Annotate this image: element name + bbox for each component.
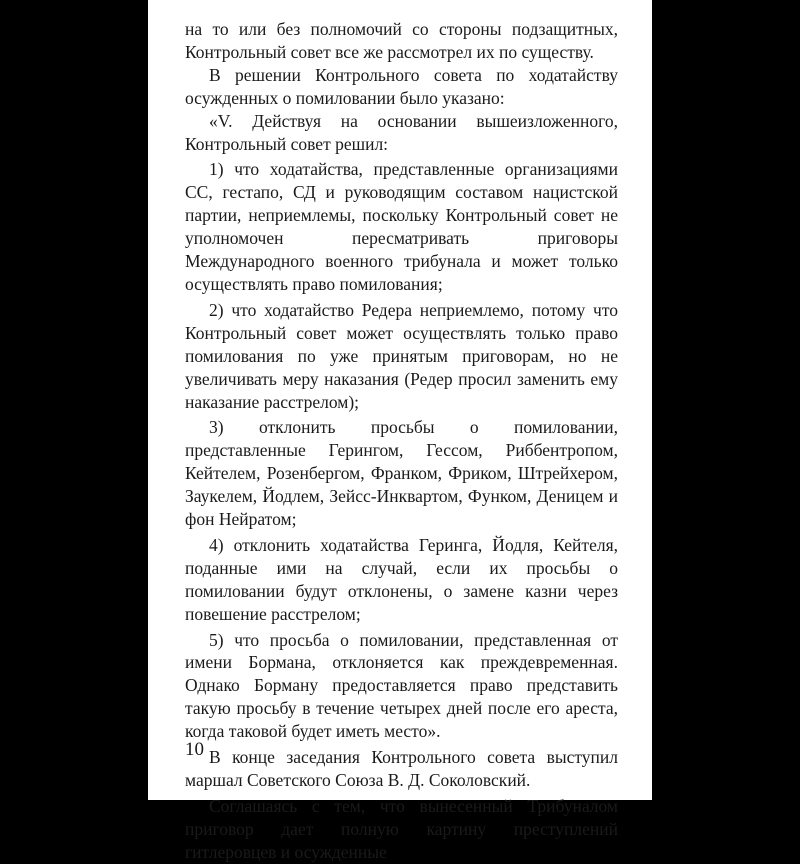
book-page (148, 0, 652, 862)
paragraph: 2) что ходатайство Редера неприемлемо, потому что Контрольный совет может осуществлять только право помилования по уже принятым приговорам, но не увеличивать меру наказания (Редер просил заменить ему наказание расстрелом); (185, 299, 618, 412)
page-number: 10 (185, 739, 204, 760)
paragraph: 4) отклонить ходатайства Геринга, Йодля, Кейтеля, поданные ими на случай, если их просьбы о помиловании будут отклонены, о замене казни через повешение расстрелом; (185, 534, 618, 624)
paragraph: 5) что просьба о помиловании, представленная от имени Бормана, отклоняется как преждевременная. Однако Борману предоставляется право представить такую просьбу в течение четырех дней после его ареста, когда таковой будет иметь место». (185, 629, 618, 742)
paragraph: на то или без полномочий со стороны подзащитных, Контрольный совет все же рассмотрел их по существу. (185, 19, 618, 62)
paragraph: В конце заседания Контрольного совета выступил маршал Советского Союза В. Д. Соколовский. (185, 747, 618, 790)
paragraph: «V. Действуя на основании вышеизложенного, Контрольный совет решил: (185, 110, 618, 154)
paragraph: Соглашаясь с тем, что вынесенный Трибуналом приговор дает полную картину преступлений гитлеровцев и осужденные (185, 795, 618, 862)
paragraph: 3) отклонить просьбы о помиловании, представленные Герингом, Гессом, Риббентропом, Кейтелем, Розенбергом, Франком, Фриком, Штрейхером, Заукелем, Йодлем, Зейсс-Инквартом, Функом, Деницем и фон Нейратом; (185, 417, 618, 530)
paragraph: 1) что ходатайства, представленные организациями СС, гестапо, СД и руководящим составом нацистской партии, неприемлемы, поскольку Контрольный совет не уполномочен пересматривать приговоры Международного военного трибунала и может только осуществлять право помилования; (185, 159, 618, 294)
paragraph: В решении Контрольного совета по ходатайству осужденных о помиловании было указано: (185, 64, 618, 108)
body-text (185, 18, 618, 864)
